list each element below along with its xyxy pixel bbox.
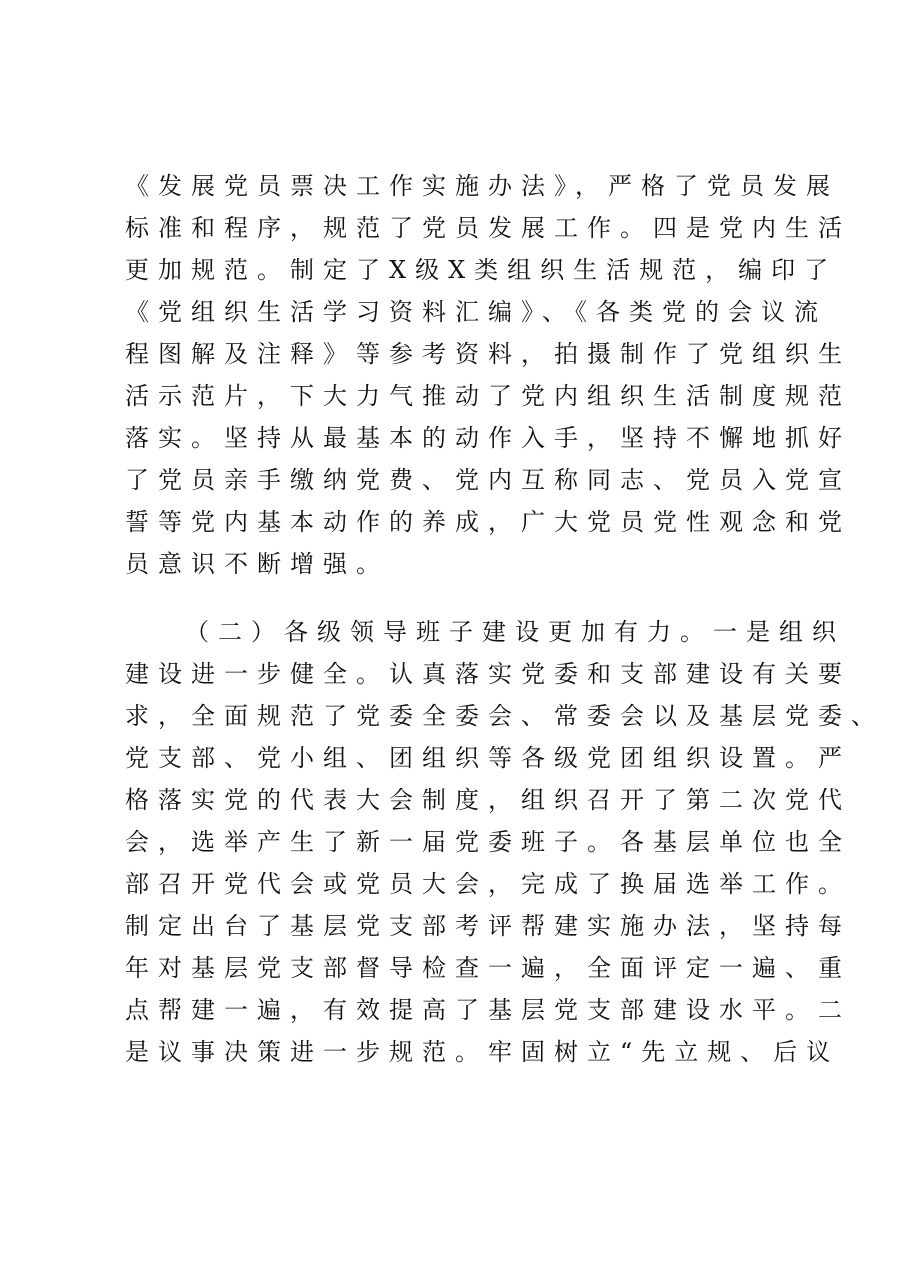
- paragraph-line: 活示范片，下大力气推动了党内组织生活制度规范: [125, 382, 851, 410]
- paragraph-line: 是议事决策进一步规范。牢固树立“先立规、后议: [125, 1038, 840, 1066]
- paragraph-line: 党支部、党小组、团组织等各级党团组织设置。严: [125, 744, 851, 772]
- paragraph-line: 年对基层党支部督导检查一遍，全面评定一遍、重: [125, 954, 851, 982]
- paragraph-line: 更加规范。制定了X级X类组织生活规范，编印了: [125, 256, 838, 284]
- paragraph-line: 程图解及注释》等参考资料，拍摄制作了党组织生: [125, 340, 851, 368]
- paragraph-line: 制定出台了基层党支部考评帮建实施办法，坚持每: [125, 912, 851, 940]
- paragraph-heading-line: （二）各级领导班子建设更加有力。一是组织: [185, 618, 845, 646]
- paragraph-line: 标准和程序，规范了党员发展工作。四是党内生活: [125, 214, 851, 242]
- paragraph-line: 求，全面规范了党委全委会、常委会以及基层党委、: [125, 702, 884, 730]
- paragraph-line: 部召开党代会或党员大会，完成了换届选举工作。: [125, 870, 851, 898]
- paragraph-line: 员意识不断增强。: [125, 550, 389, 578]
- paragraph-line: 格落实党的代表大会制度，组织召开了第二次党代: [125, 786, 851, 814]
- paragraph-line: 会，选举产生了新一届党委班子。各基层单位也全: [125, 828, 851, 856]
- paragraph-line: 点帮建一遍，有效提高了基层党支部建设水平。二: [125, 996, 851, 1024]
- paragraph-line: 誓等党内基本动作的养成，广大党员党性观念和党: [125, 508, 851, 536]
- paragraph-line: 了党员亲手缴纳党费、党内互称同志、党员入党宣: [125, 466, 851, 494]
- paragraph-line: 《党组织生活学习资料汇编》、《各类党的会议流: [125, 298, 827, 326]
- paragraph-line: 建设进一步健全。认真落实党委和支部建设有关要: [125, 660, 851, 688]
- paragraph-line: 《发展党员票决工作实施办法》，严格了党员发展: [125, 172, 839, 200]
- paragraph-line: 落实。坚持从最基本的动作入手，坚持不懈地抓好: [125, 424, 851, 452]
